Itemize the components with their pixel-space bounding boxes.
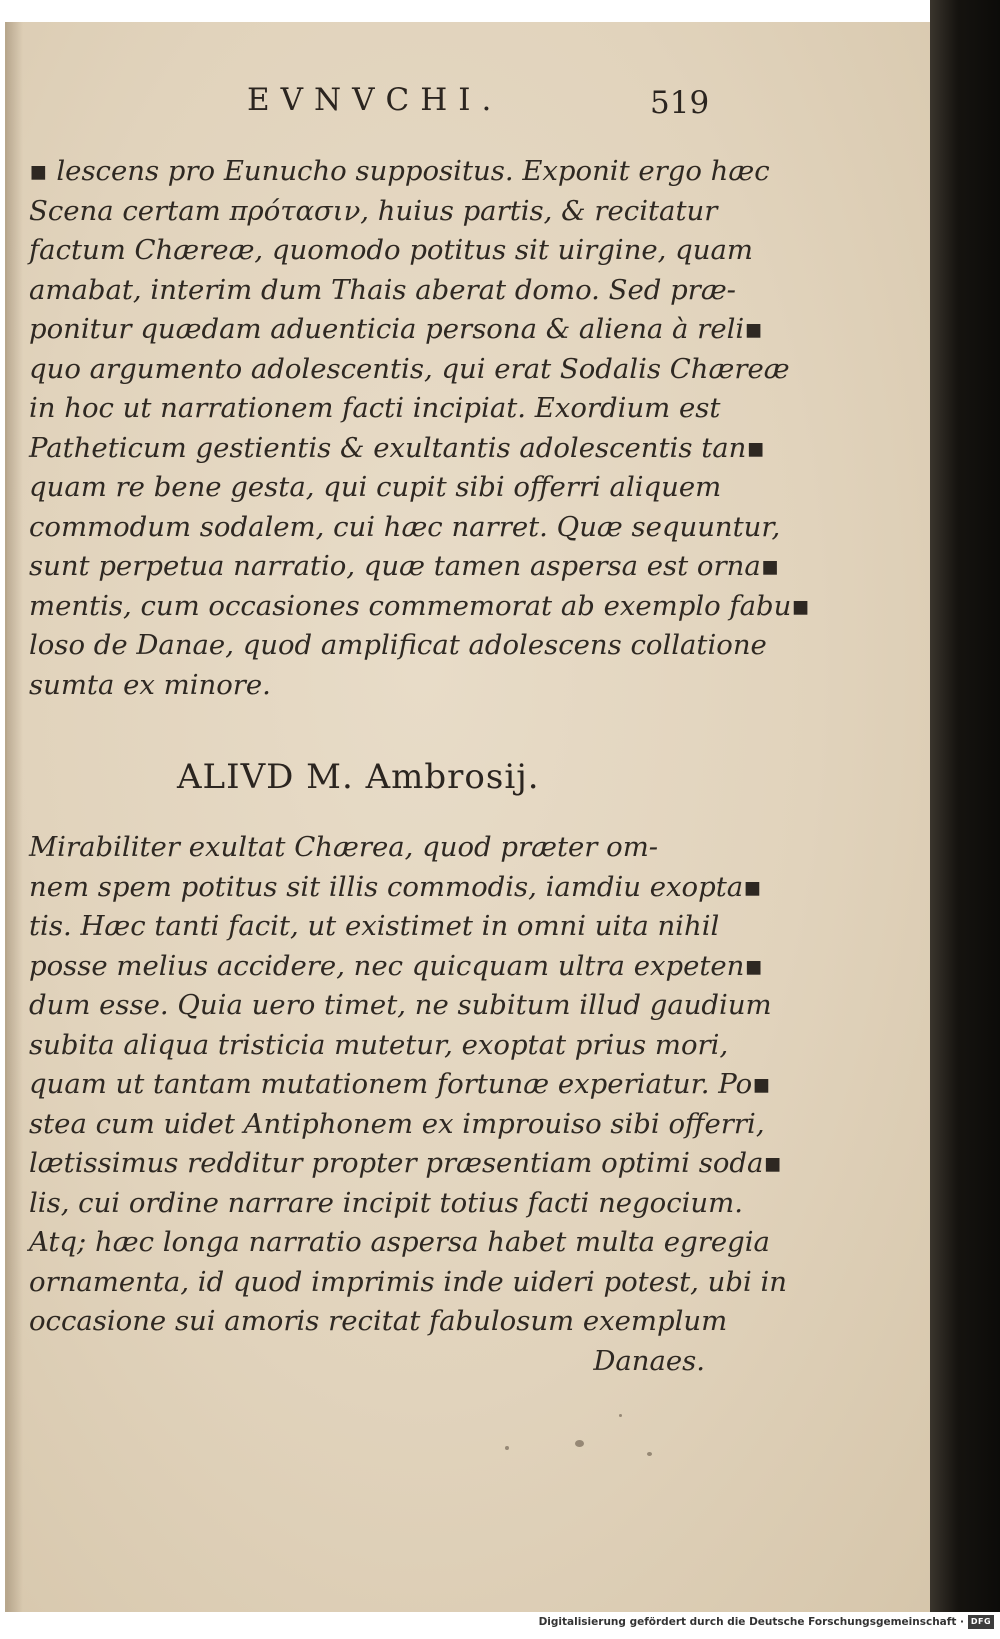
text-line: subita aliqua tristicia mutetur, exoptat prius mori, <box>29 1028 729 1061</box>
ink-speck <box>505 1446 509 1450</box>
text-line: Mirabiliter exultat Chærea, quod præter om- <box>29 831 659 863</box>
text-line: amabat, interim dum Thais aberat domo. Sed præ- <box>29 273 736 306</box>
text-line: quo argumento adolescentis, qui erat Sodalis Chæreæ <box>29 352 790 385</box>
text-line: lis, cui ordine narrare incipit totius facti negocium. <box>29 1186 743 1219</box>
section-heading: ALIVD M. Ambrosij. <box>177 757 540 797</box>
text-line: ornamenta, id quod imprimis inde uideri potest, ubi in <box>29 1265 787 1298</box>
page-number: 519 <box>650 85 710 121</box>
text-line: occasione sui amoris recitat fabulosum exemplum <box>29 1305 728 1337</box>
text-line: tis. Hæc tanti facit, ut existimet in omni uita nihil <box>29 910 720 942</box>
paragraph-argument <box>29 152 810 705</box>
text-line: loso de Danae, quod amplificat adolescens collatione <box>29 629 767 661</box>
page-edge-shade <box>7 22 23 1612</box>
text-line: stea cum uidet Antiphonem ex improuiso sibi offerri, <box>29 1107 765 1140</box>
text-line: commodum sodalem, cui hæc narret. Quæ sequuntur, <box>29 510 781 543</box>
footer-strip <box>0 1612 1000 1639</box>
text-line: posse melius accidere, nec quicquam ultra expeten▪ <box>29 949 764 982</box>
text-line: quam ut tantam mutationem fortunæ experiatur. Po▪ <box>29 1068 771 1100</box>
text-line: in hoc ut narrationem facti incipiat. Exordium est <box>29 392 721 424</box>
catchword: Danaes. <box>593 1344 705 1377</box>
footer-credit: Digitalisierung gefördert durch die Deutsche Forschungsgemeinschaft · <box>538 1616 964 1628</box>
text-line: quam re bene gesta, qui cupit sibi offerri aliquem <box>29 471 722 503</box>
dfg-logo: DFG <box>968 1615 994 1629</box>
text-line: sunt perpetua narratio, quæ tamen aspersa est orna▪ <box>29 550 780 582</box>
text-line: factum Chæreæ, quomodo potitus sit uirgine, quam <box>29 234 753 266</box>
paragraph-ambrosius <box>29 828 787 1381</box>
text-line: sumta ex minore. <box>29 668 271 701</box>
text-line: ▪ lescens pro Eunucho suppositus. Exponit ergo hæc <box>29 155 770 187</box>
text-line: Atq; hæc longa narratio aspersa habet multa egregia <box>29 1226 770 1258</box>
text-line: ponitur quædam aduenticia persona & aliena à reli▪ <box>29 313 763 345</box>
ink-speck <box>647 1452 652 1456</box>
book-page <box>5 22 930 1612</box>
text-line: dum esse. Quia uero timet, ne subitum illud gaudium <box>29 989 772 1021</box>
text-line: lætissimus redditur propter præsentiam optimi soda▪ <box>29 1147 783 1179</box>
text-line: Scena certam πρότασιν, huius partis, & recitatur <box>29 194 718 227</box>
ink-speck <box>575 1440 584 1447</box>
running-head: EVNVCHI. <box>247 82 503 118</box>
text-line: mentis, cum occasiones commemorat ab exemplo fabu▪ <box>29 589 810 622</box>
binding-shadow <box>930 0 1000 1612</box>
text-line: nem spem potitus sit illis commodis, iamdiu exopta▪ <box>29 870 762 903</box>
ink-speck <box>619 1414 622 1417</box>
text-line: Patheticum gestientis & exultantis adolescentis tan▪ <box>29 431 765 464</box>
